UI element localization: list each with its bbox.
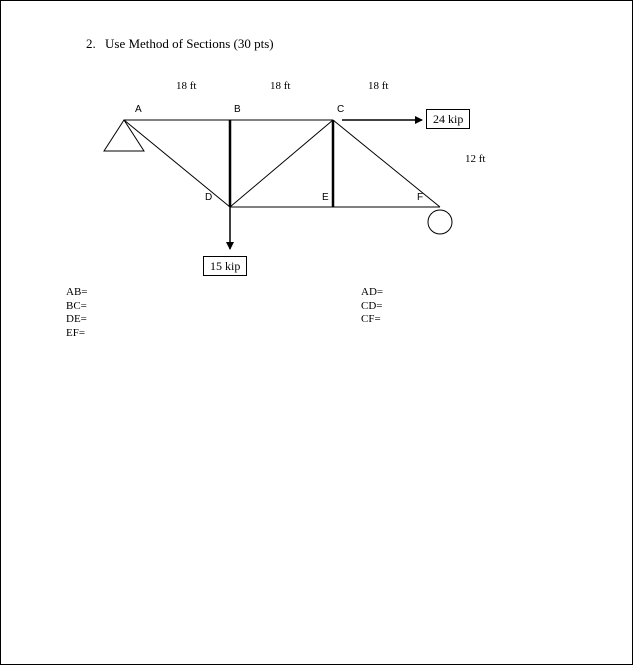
span-label-ab: 18 ft bbox=[176, 80, 197, 92]
node-label-e: E bbox=[322, 192, 329, 203]
answer-de: DE= bbox=[66, 313, 87, 325]
horizontal-load-label: 24 kip bbox=[426, 109, 470, 129]
answer-ab: AB= bbox=[66, 286, 88, 298]
node-label-c: C bbox=[337, 104, 345, 115]
node-label-d: D bbox=[205, 192, 213, 203]
member-cf bbox=[333, 120, 440, 207]
pin-support bbox=[104, 120, 144, 151]
answer-ad: AD= bbox=[361, 286, 384, 298]
node-label-a: A bbox=[135, 104, 142, 115]
answer-cd: CD= bbox=[361, 299, 383, 312]
answer-ef: EF= bbox=[66, 326, 86, 339]
member-cd bbox=[230, 120, 333, 207]
answer-bc: BC= bbox=[66, 299, 87, 312]
problem-title: Use Method of Sections (30 pts) bbox=[105, 36, 274, 51]
roller-support bbox=[428, 210, 452, 234]
node-label-b: B bbox=[234, 104, 241, 115]
node-label-f: F bbox=[417, 192, 424, 203]
height-label: 12 ft bbox=[465, 153, 486, 165]
span-label-bc: 18 ft bbox=[270, 80, 291, 92]
span-label-cf: 18 ft bbox=[368, 80, 389, 92]
member-ad bbox=[124, 120, 230, 207]
problem-number: 2. bbox=[86, 36, 96, 51]
answers-right-column bbox=[361, 286, 383, 327]
vertical-load-label: 15 kip bbox=[203, 256, 247, 276]
answers-left-column bbox=[66, 286, 87, 340]
answer-cf: CF= bbox=[361, 313, 381, 325]
